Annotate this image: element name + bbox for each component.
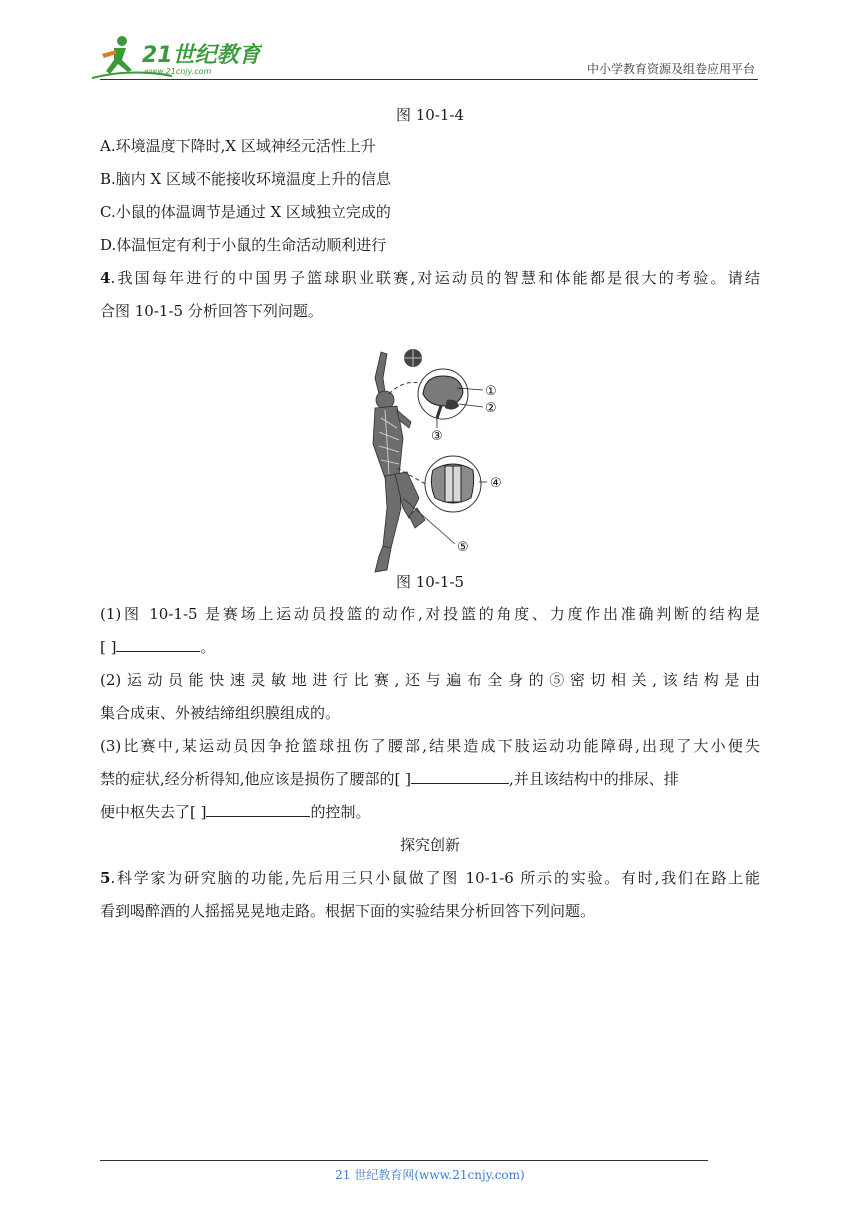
label-3: ③ xyxy=(431,429,443,444)
header-divider xyxy=(100,79,758,80)
brain-inset xyxy=(418,369,468,419)
subquestion-3-line-3: 便中枢失去了[ ] 的控制。 xyxy=(100,796,760,829)
logo xyxy=(92,34,262,82)
answer-blank-1[interactable] xyxy=(116,635,200,652)
page-header xyxy=(0,0,860,90)
subquestion-3-line-2: 禁的症状,经分析得知,他应该是损伤了腰部的[ ] ,并且该结构中的排尿、排 xyxy=(100,763,760,796)
section-title: 探究创新 xyxy=(399,836,460,854)
question-5-number: 5 xyxy=(100,869,111,887)
option-a: A.环境温度下降时,X 区域神经元活性上升 xyxy=(100,137,376,155)
label-5: ⑤ xyxy=(457,540,469,555)
subquestion-1-line-1: (1)图 10-1-5 是赛场上运动员投篮的动作,对投篮的角度、力度作出准确判断的结构是 xyxy=(100,605,760,623)
question-5-line-2: 看到喝醉酒的人摇摇晃晃地走路。根据下面的实验结果分析回答下列问题。 xyxy=(100,902,596,920)
option-d: D.体温恒定有利于小鼠的生命活动顺利进行 xyxy=(100,236,387,254)
label-2: ② xyxy=(485,401,497,416)
logo-text: 21世纪教育 xyxy=(142,43,261,68)
question-5-line-1: 5.科学家为研究脑的功能,先后用三只小鼠做了图 10-1-6 所示的实验。有时,我们在路上能 xyxy=(100,869,760,887)
option-b: B.脑内 X 区域不能接收环境温度上升的信息 xyxy=(100,170,392,188)
athlete-silhouette xyxy=(373,352,425,572)
question-4-line-1: 4.我国每年进行的中国男子篮球职业联赛,对运动员的智慧和体能都是很大的考验。请结 xyxy=(100,269,760,287)
basketball-player-nervous-system-figure xyxy=(345,348,515,574)
answer-blank-2[interactable] xyxy=(411,767,509,784)
header-platform-text: 中小学教育资源及组卷应用平台 xyxy=(586,62,755,76)
question-4-number: 4 xyxy=(100,269,111,287)
label-1: ① xyxy=(485,384,497,399)
footer-link[interactable]: 21 世纪教育网(www.21cnjy.com) xyxy=(335,1168,525,1182)
spinal-cord-inset xyxy=(425,456,481,512)
option-c: C.小鼠的体温调节是通过 X 区域独立完成的 xyxy=(100,203,391,221)
basketball-icon xyxy=(404,349,422,367)
subquestion-1-line-2: [ ] 。 xyxy=(100,631,760,664)
footer-divider xyxy=(100,1160,708,1161)
subquestion-2-line-2: 集合成束、外被结缔组织膜组成的。 xyxy=(100,704,341,722)
figure-caption-10-1-5: 图 10-1-5 xyxy=(395,573,465,591)
answer-blank-3[interactable] xyxy=(206,800,310,817)
subquestion-2-line-1: (2)运动员能快速灵敏地进行比赛,还与遍布全身的⑤密切相关,该结构是由 xyxy=(100,671,760,689)
figure-caption-10-1-4: 图 10-1-4 xyxy=(395,106,465,124)
question-4-line-2: 合图 10-1-5 分析回答下列问题。 xyxy=(100,302,323,320)
label-4: ④ xyxy=(490,476,502,491)
subquestion-3-line-1: (3)比赛中,某运动员因争抢篮球扭伤了腰部,结果造成下肢运动功能障碍,出现了大小便失 xyxy=(100,737,760,755)
logo-url: www.21cnjy.com xyxy=(144,67,212,76)
answer-bracket-1: [ ] xyxy=(100,638,117,656)
